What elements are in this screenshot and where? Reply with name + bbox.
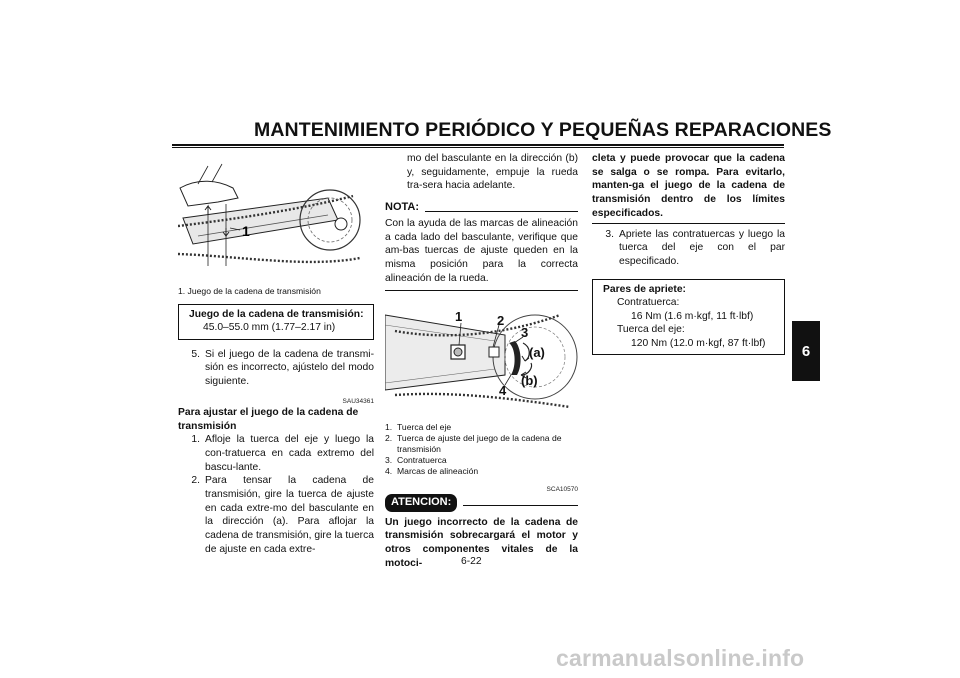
callout-4: 4 — [499, 383, 507, 399]
torque-item2-value: 120 Nm (12.0 m·kgf, 87 ft·lbf) — [631, 337, 766, 349]
step-3 — [592, 228, 785, 269]
warning-continued: cleta y puede provocar que la cadena se salga o se rompa. Para evitarlo, manten-ga el juego de la cadena de transmisión dentro de los límites especificados. — [592, 153, 785, 219]
caption-text: Marcas de alineación — [397, 466, 479, 477]
figure-captions — [385, 422, 578, 477]
step-text: Para tensar la cadena de transmisión, gire la tuerca de ajuste en cada extre-mo del basculante en la dirección (a). Para aflojar la cadena de transmisión, gire la tuerca de ajuste en cada extre- — [205, 475, 374, 555]
column-left — [178, 158, 374, 557]
header-rule — [172, 144, 784, 146]
step-number: 3. — [605, 228, 614, 240]
watermark[interactable]: carmanualsonline.info — [556, 645, 805, 671]
spec-box-chain-slack — [178, 304, 374, 340]
adjuster-figure — [385, 295, 578, 415]
caption-item — [385, 455, 578, 466]
warning-text: Un juego incorrecto de la cadena de transmisión sobrecargará el motor y otros componentes vitales de la motoci- — [385, 516, 578, 569]
figure-caption: 1. Juego de la cadena de transmisión — [178, 285, 321, 296]
nota-header — [385, 201, 578, 215]
nota-text: Con la ayuda de las marcas de alineación a cada lado del basculante, verifique que am-bas tuercas de ajuste queden en la misma posición para la correcta alineación de la rueda. — [385, 217, 578, 284]
step-number: 5. — [191, 348, 200, 360]
step-1 — [178, 433, 374, 474]
step-5 — [178, 348, 374, 389]
step-number: 2. — [191, 475, 200, 487]
caption-text: Contratuerca — [397, 455, 447, 466]
section-heading: Para ajustar el juego de la cadena de transmisión — [178, 406, 359, 432]
section-code: SAU34361 — [342, 397, 374, 405]
caption-item — [385, 422, 578, 433]
page-number: 6-22 — [461, 556, 482, 567]
step-number: 1. — [191, 434, 200, 446]
torque-title: Pares de apriete: — [603, 283, 686, 295]
caption-num: 1. — [385, 422, 393, 433]
chapter-tab[interactable]: 6 — [792, 321, 820, 381]
section-code: SCA10570 — [546, 486, 578, 494]
torque-item1-label: Contratuerca: — [617, 297, 680, 309]
callout-a: (a) — [529, 345, 545, 361]
spec-value: 45.0–55.0 mm (1.77–2.17 in) — [203, 322, 336, 334]
nota-label: NOTA: — [385, 201, 420, 214]
caption-text: Tuerca de ajuste del juego de la cadena de transmisión — [397, 433, 562, 455]
step-2 — [178, 474, 374, 556]
figure-callout-1: 1 — [242, 223, 250, 239]
header-rule-thin — [172, 147, 784, 148]
page-title: MANTENIMIENTO PERIÓDICO Y PEQUEÑAS REPARACIONES — [254, 119, 832, 141]
column-right — [592, 152, 785, 355]
caption-num: 3. — [385, 455, 393, 466]
nota-rule — [385, 290, 578, 291]
atencion-label: ATENCION: — [385, 494, 457, 512]
callout-b: (b) — [521, 373, 538, 389]
callout-1: 1 — [455, 309, 463, 325]
spec-title: Juego de la cadena de transmisión: — [189, 308, 364, 320]
step-2-continued: mo del basculante en la dirección (b) y, seguidamente, empuje la rueda tra-sera hacia adelante. — [407, 153, 578, 192]
warning-rule — [592, 223, 785, 224]
callout-2: 2 — [497, 313, 505, 329]
atencion-header — [385, 494, 578, 512]
column-middle — [385, 152, 578, 571]
step-text: Apriete las contratuercas y luego la tuerca del eje con el par especificado. — [619, 228, 785, 267]
chain-slack-figure — [178, 158, 368, 278]
step-text: Si el juego de la cadena de transmi-sión es incorrecto, ajústelo del modo siguiente. — [205, 348, 374, 388]
torque-item2-label: Tuerca del eje: — [617, 324, 685, 336]
caption-item — [385, 466, 578, 477]
torque-box — [592, 279, 785, 356]
caption-text: Tuerca del eje — [397, 422, 452, 433]
caption-num: 4. — [385, 466, 393, 477]
caption-num: 2. — [385, 433, 393, 444]
caption-item — [385, 433, 578, 455]
callout-3: 3 — [521, 325, 529, 341]
step-text: Afloje la tuerca del eje y luego la con-tratuerca en cada extremo del bascu-lante. — [205, 434, 374, 473]
torque-item1-value: 16 Nm (1.6 m·kgf, 11 ft·lbf) — [631, 310, 754, 322]
